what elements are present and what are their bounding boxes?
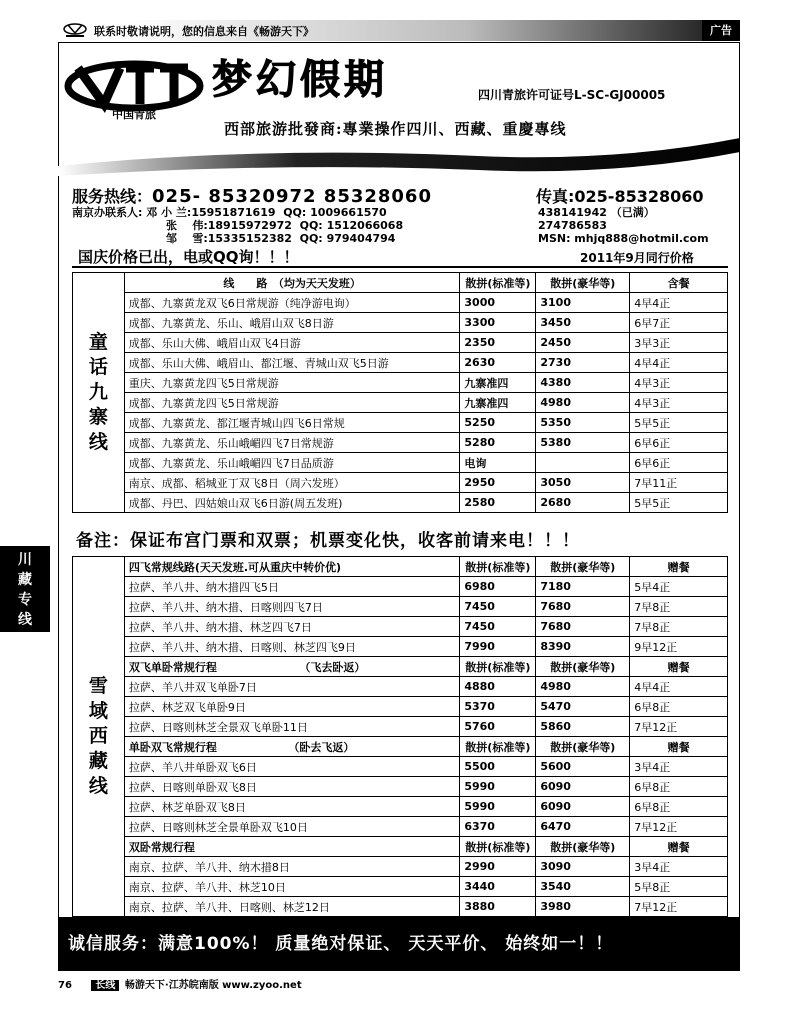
contact-qq: 1512066068 (326, 219, 404, 232)
page-number: 76 (58, 980, 72, 991)
qq-alt: 438141942 （已满） (538, 206, 655, 219)
price-luxury: 6090 (536, 777, 630, 797)
table-row (73, 777, 728, 797)
publication-name: 畅游天下·江苏皖南版 www.zyoo.net (124, 980, 302, 991)
column-header: 赠餐 (630, 837, 728, 857)
qq-label: QQ: (299, 219, 323, 232)
meals: 4早4正 (630, 677, 728, 697)
price-standard: 3300 (460, 313, 536, 333)
side-label-char: 域 (88, 700, 108, 722)
meals: 5早5正 (630, 413, 728, 433)
contact-row: 邹 雪:15335152382 QQ: 979404794 (166, 232, 396, 245)
table-row (73, 857, 728, 877)
table-row (73, 897, 728, 917)
contact-name: 邹 雪 (166, 232, 204, 245)
price-luxury: 5350 (536, 413, 630, 433)
column-header: 散拼(豪华等) (536, 737, 630, 757)
license-number: 四川青旅许可证号L-SC-GJ00005 (478, 88, 666, 102)
column-header: 赠餐 (630, 557, 728, 577)
side-tab-char: 川 (18, 552, 32, 568)
route-name: 拉萨、羊八井双飞单卧7日 (124, 677, 460, 697)
meals: 6早8正 (630, 697, 728, 717)
price-luxury: 3450 (536, 313, 630, 333)
table-row (73, 493, 728, 513)
price-standard: 3000 (460, 293, 536, 313)
table-row (73, 453, 728, 473)
meals: 6早8正 (630, 797, 728, 817)
table-row (73, 577, 728, 597)
price-standard: 2580 (460, 493, 536, 513)
meals: 5早4正 (630, 577, 728, 597)
meals: 5早8正 (630, 877, 728, 897)
company-logo (64, 54, 204, 124)
table-row (73, 473, 728, 493)
table-row (73, 293, 728, 313)
price-luxury: 4980 (536, 677, 630, 697)
meals: 3早3正 (630, 333, 728, 353)
jiuzhai-price-table (72, 272, 728, 513)
price-standard: 6980 (460, 577, 536, 597)
contact-phone: 15335152382 (207, 232, 292, 245)
meals: 6早7正 (630, 313, 728, 333)
section-header-row (73, 737, 728, 757)
table-row (73, 413, 728, 433)
route-name: 拉萨、林芝单卧双飞8日 (124, 797, 460, 817)
price-luxury: 7680 (536, 617, 630, 637)
meals: 7早12正 (630, 717, 728, 737)
route-side-label (73, 557, 125, 917)
price-standard: 5990 (460, 797, 536, 817)
side-label-char: 西 (88, 725, 108, 747)
office-label: 南京办联系人: (72, 206, 143, 219)
price-standard: 5500 (460, 757, 536, 777)
price-standard: 九寨准四 (460, 373, 536, 393)
price-standard: 5990 (460, 777, 536, 797)
qq-label: QQ: (299, 232, 323, 245)
price-standard: 3440 (460, 877, 536, 897)
section-tag: 长线 (91, 980, 119, 991)
meals: 7早12正 (630, 897, 728, 917)
price-luxury: 3050 (536, 473, 630, 493)
meals: 4早4正 (630, 293, 728, 313)
price-luxury: 5470 (536, 697, 630, 717)
price-luxury: 6470 (536, 817, 630, 837)
meals: 7早12正 (630, 817, 728, 837)
route-name: 拉萨、日喀则林芝全景单卧双飞10日 (124, 817, 460, 837)
hotline-numbers: 025- 85320972 85328060 (152, 186, 432, 207)
price-standard: 7450 (460, 617, 536, 637)
column-header: 散拼(标准等) (460, 557, 536, 577)
national-day-notice: 国庆价格已出，电或QQ询！！！ (78, 248, 299, 266)
price-luxury: 6090 (536, 797, 630, 817)
contact-name: 张 伟 (166, 219, 204, 232)
table-row (73, 717, 728, 737)
section-header-row (73, 837, 728, 857)
section-header-row (73, 557, 728, 577)
table-row (73, 597, 728, 617)
brand-slogan: 西部旅游批發商:專業操作四川、西藏、重慶專线 (224, 120, 567, 138)
meals: 3早4正 (630, 857, 728, 877)
qq-label: QQ: (283, 206, 307, 219)
route-name: 拉萨、羊八井、纳木措四飞5日 (124, 577, 460, 597)
price-luxury: 5380 (536, 433, 630, 453)
column-header: 散拼(标准等) (460, 837, 536, 857)
contact-row: 张 伟:18915972972 QQ: 1512066068 (166, 219, 404, 232)
meals: 7早8正 (630, 597, 728, 617)
column-header: 散拼(豪华等) (536, 273, 630, 293)
price-standard: 4880 (460, 677, 536, 697)
price-luxury: 2730 (536, 353, 630, 373)
table-row (73, 333, 728, 353)
column-header: 散拼(标准等) (460, 273, 536, 293)
msn-address: MSN: mhjq888@hotmil.com (538, 232, 709, 245)
column-header: 赠餐 (630, 737, 728, 757)
price-luxury: 3100 (536, 293, 630, 313)
side-label-char: 寨 (88, 406, 108, 428)
hotline (72, 184, 432, 207)
price-luxury: 2450 (536, 333, 630, 353)
table-header-row (73, 273, 728, 293)
swoosh-decoration (58, 132, 740, 180)
route-name: 成都、九寨黄龙、乐山峨嵋四飞7日常规游 (124, 433, 460, 453)
price-luxury: 3980 (536, 897, 630, 917)
side-label-char: 雪 (88, 675, 108, 697)
brand-name: 梦幻假期 (212, 56, 388, 103)
meals: 9早12正 (630, 637, 728, 657)
route-name: 成都、九寨黄龙双飞6日常规游（纯净游电询） (124, 293, 460, 313)
integrity-banner: 诚信服务：满意100%！ 质量绝对保证、 天天平价、 始终如一！！ (58, 917, 740, 971)
meals: 4早4正 (630, 353, 728, 373)
table-row (73, 697, 728, 717)
side-tab-char: 线 (18, 612, 32, 628)
contact-list (72, 206, 403, 245)
qq-alt: 274786583 (538, 219, 607, 232)
contact-row: 南京办联系人: 邓 小 兰:15951871619 QQ: 1009661570 (72, 206, 387, 219)
table-row (73, 637, 728, 657)
route-name: 拉萨、羊八井、纳木措、日喀则四飞7日 (124, 597, 460, 617)
price-luxury: 7180 (536, 577, 630, 597)
route-name: 成都、九寨黄龙四飞5日常规游 (124, 393, 460, 413)
side-label-char: 线 (88, 431, 108, 453)
meals: 4早3正 (630, 373, 728, 393)
price-standard: 2950 (460, 473, 536, 493)
price-luxury (536, 453, 630, 473)
price-luxury: 5860 (536, 717, 630, 737)
side-label-char: 线 (88, 775, 108, 797)
route-name: 南京、成都、稻城亚丁双飞8日（周六发班） (124, 473, 460, 493)
column-header: 含餐 (630, 273, 728, 293)
column-header: 散拼(标准等) (460, 657, 536, 677)
price-luxury: 3090 (536, 857, 630, 877)
page-footer (58, 976, 302, 991)
mini-logo-icon (62, 21, 88, 39)
ticket-notice: 备注：保证布宫门票和双票；机票变化快，收客前请来电！！！ (76, 531, 580, 551)
route-name: 拉萨、羊八井单卧双飞6日 (124, 757, 460, 777)
price-luxury: 4380 (536, 373, 630, 393)
table-row (73, 817, 728, 837)
route-side-label (73, 273, 125, 513)
meals: 6早6正 (630, 433, 728, 453)
column-header: 散拼(豪华等) (536, 557, 630, 577)
route-name: 成都、九寨黄龙、乐山峨嵋四飞7日品质游 (124, 453, 460, 473)
hotline-label: 服务热线： (72, 187, 153, 206)
price-standard: 5370 (460, 697, 536, 717)
route-name: 成都、丹巴、四姑娘山双飞6日游(周五发班) (124, 493, 460, 513)
contact-qq: 1009661570 (310, 206, 387, 219)
table-row (73, 677, 728, 697)
side-tab-sichuan-tibet (0, 546, 50, 632)
route-name: 重庆、九寨黄龙四飞5日常规游 (124, 373, 460, 393)
route-name: 南京、拉萨、羊八井、日喀则、林芝12日 (124, 897, 460, 917)
table-row (73, 433, 728, 453)
divider (72, 266, 728, 268)
route-name: 南京、拉萨、羊八井、林芝10日 (124, 877, 460, 897)
side-tab-char: 专 (18, 592, 32, 608)
column-header: 散拼(标准等) (460, 737, 536, 757)
route-name: 拉萨、日喀则林芝全景双飞单卧11日 (124, 717, 460, 737)
tibet-price-table (72, 556, 728, 917)
logo-emblem-icon (64, 54, 204, 124)
column-header: 四飞常规线路(天天发班.可从重庆中转价优) (124, 557, 460, 577)
route-name: 成都、九寨黄龙、都江堰青城山四飞6日常规 (124, 413, 460, 433)
route-name: 拉萨、羊八井、纳木措、林芝四飞7日 (124, 617, 460, 637)
table-row (73, 617, 728, 637)
route-name: 南京、拉萨、羊八井、纳木措8日 (124, 857, 460, 877)
price-luxury: 7680 (536, 597, 630, 617)
table-row (73, 353, 728, 373)
route-name: 拉萨、日喀则单卧双飞8日 (124, 777, 460, 797)
route-name: 成都、九寨黄龙、乐山、峨眉山双飞8日游 (124, 313, 460, 333)
column-header: 赠餐 (630, 657, 728, 677)
price-reference: 2011年9月同行价格 (580, 251, 694, 265)
table-row (73, 373, 728, 393)
price-luxury: 2680 (536, 493, 630, 513)
price-standard: 3880 (460, 897, 536, 917)
side-tab-char: 藏 (18, 572, 32, 588)
logo-text: 中国青旅 (112, 108, 156, 121)
qq-alt-list (538, 206, 709, 245)
contact-name: 邓 小 兰 (146, 206, 187, 219)
section-header-row (73, 657, 728, 677)
side-label-char: 话 (88, 356, 108, 378)
price-standard: 电询 (460, 453, 536, 473)
meals: 6早6正 (630, 453, 728, 473)
side-label-char: 童 (88, 331, 108, 353)
price-standard: 2350 (460, 333, 536, 353)
column-header: 散拼(豪华等) (536, 657, 630, 677)
table-row (73, 313, 728, 333)
price-luxury: 5600 (536, 757, 630, 777)
table-row (73, 393, 728, 413)
price-standard: 7450 (460, 597, 536, 617)
side-label-char: 九 (88, 381, 108, 403)
source-note: 联系时敬请说明，您的信息来自《畅游天下》 (94, 25, 314, 38)
price-standard: 6370 (460, 817, 536, 837)
price-standard: 5760 (460, 717, 536, 737)
price-luxury: 3540 (536, 877, 630, 897)
route-name: 拉萨、羊八井、纳木措、日喀则、林芝四飞9日 (124, 637, 460, 657)
price-standard: 5280 (460, 433, 536, 453)
route-name: 成都、乐山大佛、峨眉山双飞4日游 (124, 333, 460, 353)
route-name: 拉萨、林芝双飞单卧9日 (124, 697, 460, 717)
meals: 4早3正 (630, 393, 728, 413)
column-header: 双卧常规行程 (124, 837, 460, 857)
route-name: 成都、乐山大佛、峨眉山、都江堰、青城山双飞5日游 (124, 353, 460, 373)
price-standard: 7990 (460, 637, 536, 657)
table-row (73, 797, 728, 817)
price-luxury: 4980 (536, 393, 630, 413)
price-standard: 2990 (460, 857, 536, 877)
table-row (73, 877, 728, 897)
side-label-char: 藏 (88, 750, 108, 772)
column-header: 散拼(豪华等) (536, 837, 630, 857)
meals: 6早8正 (630, 777, 728, 797)
meals: 7早11正 (630, 473, 728, 493)
contact-phone: 18915972972 (207, 219, 292, 232)
contact-qq: 979404794 (326, 232, 396, 245)
column-header: 线 路 （均为天天发班） (124, 273, 460, 293)
price-standard: 九寨准四 (460, 393, 536, 413)
column-header: 双飞单卧常规行程 （飞去卧返） (124, 657, 460, 677)
column-header: 单卧双飞常规行程 （卧去飞返） (124, 737, 460, 757)
price-luxury: 8390 (536, 637, 630, 657)
fax-number: 传真:025-85328060 (536, 187, 704, 206)
contact-phone: 15951871619 (191, 206, 276, 219)
price-standard: 2630 (460, 353, 536, 373)
top-bar (58, 20, 740, 41)
ad-label: 广告 (702, 20, 740, 41)
table-row (73, 757, 728, 777)
meals: 5早5正 (630, 493, 728, 513)
meals: 3早4正 (630, 757, 728, 777)
meals: 7早8正 (630, 617, 728, 637)
price-standard: 5250 (460, 413, 536, 433)
